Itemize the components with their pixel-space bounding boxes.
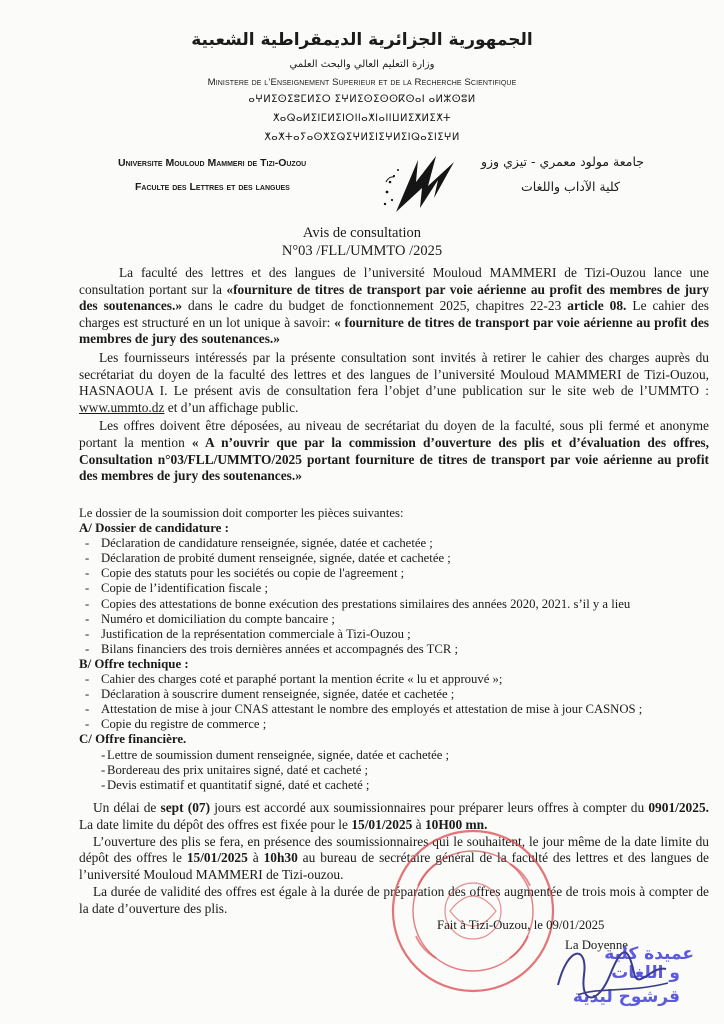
list-item: - Numéro et domiciliation du compte bancaire ; bbox=[79, 612, 709, 627]
official-stamp-icon bbox=[388, 826, 558, 996]
paragraph-validity: La durée de validité des offres est égale à la durée de préparation des offres augmentée de trois mois à compter de la date d’ouverture des plis. bbox=[79, 883, 709, 916]
paragraph-opening: L’ouverture des plis se fera, en présence des soumissionnaires qui le souhaitent, le jour même de la date limite du dépôt des offres le 15/01/2025 à 10h30 au bureau de secrétaire général de la faculté des lettres et des langues de l’université Mouloud MAMMERI de Tizi-ouzou. bbox=[79, 833, 710, 883]
signatory-title: La Doyenne bbox=[565, 938, 628, 952]
section-c-list bbox=[79, 748, 709, 793]
paragraph-offers: Les offres doivent être déposées, au niveau de secrétariat du doyen de la faculté, sous pli fermé et anonyme portant la mention « A n’ouvrir que par la commission d’ouverture des plis et d’évaluation des offres, Consultation n°03/FLL/UMMTO/2025 portant fourniture de titres de transport par voie aérienne au profit des membres de jury des soutenances.» bbox=[79, 418, 709, 484]
dean-stamp-line-2: و اللغات bbox=[611, 963, 680, 983]
notice-title: Avis de consultation bbox=[302, 225, 422, 241]
handwritten-signature-icon bbox=[548, 935, 698, 1015]
list-item: - Lettre de soumission dument renseignée, signée, datée et cachetée ; bbox=[79, 748, 709, 763]
notice-body bbox=[79, 265, 709, 485]
university-name-arabic: جامعة مولود معمري - تيزي وزو bbox=[480, 154, 644, 169]
list-item: - Déclaration de probité dument renseignée, signée, datée et cachetée ; bbox=[79, 551, 709, 566]
dean-stamp-line-3: قرشوح ليدية bbox=[572, 987, 680, 1007]
section-a-list bbox=[79, 536, 709, 657]
ministry-tifinagh-line-3: ⵅⴰⵅⵜⴰⵢⴰⵙⵅⵉⵕⵉⵖⵍⵉⵏⵉⵖⵍⵉⵏⵕⴰⵉⵏⵉⵖⵍ bbox=[264, 132, 460, 143]
list-item: - Attestation de mise à jour CNAS attestant le nombre des employés et attestation de mise à jour CASNOS ; bbox=[79, 702, 709, 717]
list-item: - Copie du registre de commerce ; bbox=[79, 717, 709, 732]
section-b-list bbox=[79, 672, 709, 732]
list-item: - Copies des attestations de bonne exécution des prestations similaires des années 2020, 2021. s’il y a lieu bbox=[79, 597, 709, 612]
list-item: - Cahier des charges coté et paraphé portant la mention écrite « lu et approuvé »; bbox=[79, 672, 709, 687]
list-item: - Copie des statuts pour les sociétés ou copie de l'agreement ; bbox=[79, 566, 709, 581]
paragraph-consultation: La faculté des lettres et des langues de l’université Mouloud MAMMERI de Tizi-Ouzou lance une consultation portant sur la «fourniture de titres de transport par voie aérienne au profit des membres de jury des soutenances.» dans le cadre du budget de fonctionnement 2025, chapitres 22-23 article 08. Le cahier des charges est structuré en un lot unique à savoir: « fourniture de titres de transport par voie aérienne au profit des membres de jury des soutenances.» bbox=[79, 265, 710, 347]
section-c-title: C/ Offre financière. bbox=[79, 732, 187, 747]
section-a-title: A/ Dossier de candidature : bbox=[79, 521, 229, 536]
list-item: - Devis estimatif et quantitatif signé, daté et cacheté ; bbox=[79, 778, 709, 793]
ministry-tifinagh-line-2: ⵅⴰⵕⴰⵍⵉⵏⵎⵍⵉⵏⵔⵏⵏⴰⵅⵏⴰⵏⵏⵡⵍⵉⵅⵍⵉⵅⵜ bbox=[272, 113, 452, 124]
notice-number: N°03 /FLL/UMMTO /2025 bbox=[281, 243, 443, 259]
ministry-tifinagh-line-1: ⴰⵖⵍⵉⵙⵉⵓⵎⵍⵉⵔ ⵉⵖⵍⵉⵙⵉⵙⵙⴽⵙⴰⵏ ⴰⵍⵣⵙⵓⵍ bbox=[248, 94, 476, 105]
paragraph-deadline: Un délai de sept (07) jours est accordé aux soumissionnaires pour préparer leurs offres à compter du 0901/2025. La date limite du dépôt des offres est fixée pour le 15/01/2025 à 10H00 mn. bbox=[79, 800, 709, 832]
republic-title-arabic: الجمهورية الجزائرية الديمقراطية الشعبية bbox=[191, 30, 533, 50]
faculty-name-arabic: كلية الآداب واللغات bbox=[521, 179, 620, 194]
list-item: - Justification de la représentation commerciale à Tizi-Ouzou ; bbox=[79, 627, 709, 642]
section-b-title: B/ Offre technique : bbox=[79, 656, 189, 671]
list-item: - Déclaration de candidature renseignée, signée, datée et cachetée ; bbox=[79, 536, 709, 551]
faculty-logo-icon bbox=[376, 152, 466, 218]
paragraph-suppliers: Les fournisseurs intéressés par la présente consultation sont invités à retirer le cahier des charges auprès du secrétariat du doyen de la faculté des lettres et des langues de l’université Mouloud MAMMERI de Tizi-Ouzou, HASNAOUA I. Le présent avis de consultation fera l’objet d’une publication sur le site web de l’UMMTO : www.ummto.dz et d’un affichage public. bbox=[79, 349, 709, 415]
list-item: - Bordereau des prix unitaires signé, daté et cacheté ; bbox=[79, 763, 709, 778]
ministry-french: Ministere de l’Enseignement Superieur et de la Recherche Scientifique bbox=[207, 77, 517, 88]
ministry-arabic: وزارة التعليم العالي والبحث العلمي bbox=[289, 59, 435, 70]
list-item: - Bilans financiers des trois dernières années et accompagnés des TCR ; bbox=[79, 642, 709, 657]
place-and-date: Fait à Tizi-Ouzou, le 09/01/2025 bbox=[437, 918, 605, 932]
university-name-french: Universite Mouloud Mammeri de Tizi-Ouzou bbox=[118, 157, 307, 169]
website-link[interactable]: www.ummto.dz bbox=[79, 399, 165, 415]
list-item: - Copie de l’identification fiscale ; bbox=[79, 581, 709, 596]
list-item: - Déclaration à souscrire dument renseignée, signée, datée et cachetée ; bbox=[79, 687, 709, 702]
faculty-name-french: Faculte des Lettres et des langues bbox=[135, 181, 290, 193]
dean-stamp-line-1: عميدة كلية bbox=[604, 944, 694, 964]
dossier-requirements bbox=[79, 506, 709, 793]
dossier-intro: Le dossier de la soumission doit comporter les pièces suivantes: bbox=[79, 506, 404, 520]
